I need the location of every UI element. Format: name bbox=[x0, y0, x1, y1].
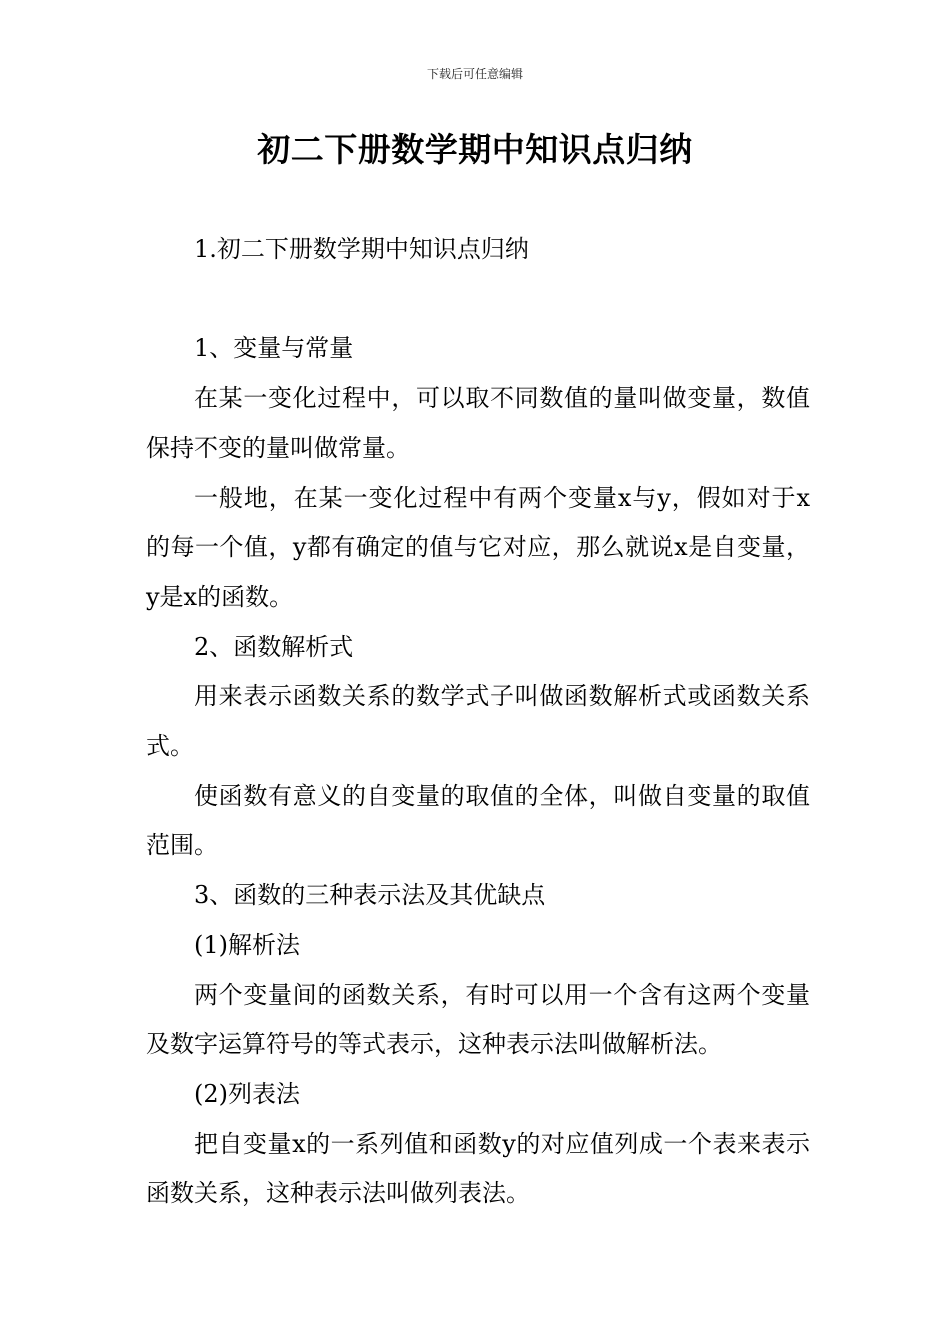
paragraph: 两个变量间的函数关系，有时可以用一个含有这两个变量及数字运算符号的等式表示，这种表示法叫做解析法。 bbox=[146, 980, 810, 1059]
section-heading: 1.初二下册数学期中知识点归纳 bbox=[194, 235, 529, 263]
paragraph: 使函数有意义的自变量的取值的全体，叫做自变量的取值范围。 bbox=[146, 781, 810, 860]
subsection-heading: 3、函数的三种表示法及其优缺点 bbox=[194, 881, 546, 910]
item-heading: (2)列表法 bbox=[194, 1079, 300, 1108]
paragraph: 一般地，在某一变化过程中有两个变量x与y，假如对于x的每一个值，y都有确定的值与它对应，那么就说x是自变量，y是x的函数。 bbox=[146, 483, 810, 611]
page-header-note: 下载后可任意编辑 bbox=[426, 67, 523, 81]
paragraph: 在某一变化过程中，可以取不同数值的量叫做变量，数值保持不变的量叫做常量。 bbox=[146, 384, 810, 462]
subsection-heading: 2、函数解析式 bbox=[194, 632, 354, 661]
paragraph: 把自变量x的一系列值和函数y的对应值列成一个表来表示函数关系，这种表示法叫做列表法。 bbox=[146, 1129, 810, 1208]
document-title: 初二下册数学期中知识点归纳 bbox=[257, 130, 693, 169]
document-body bbox=[146, 225, 810, 1219]
subsection-heading: 1、变量与常量 bbox=[194, 334, 354, 363]
paragraph: 用来表示函数关系的数学式子叫做函数解析式或函数关系式。 bbox=[146, 682, 810, 761]
item-heading: (1)解析法 bbox=[194, 930, 300, 959]
